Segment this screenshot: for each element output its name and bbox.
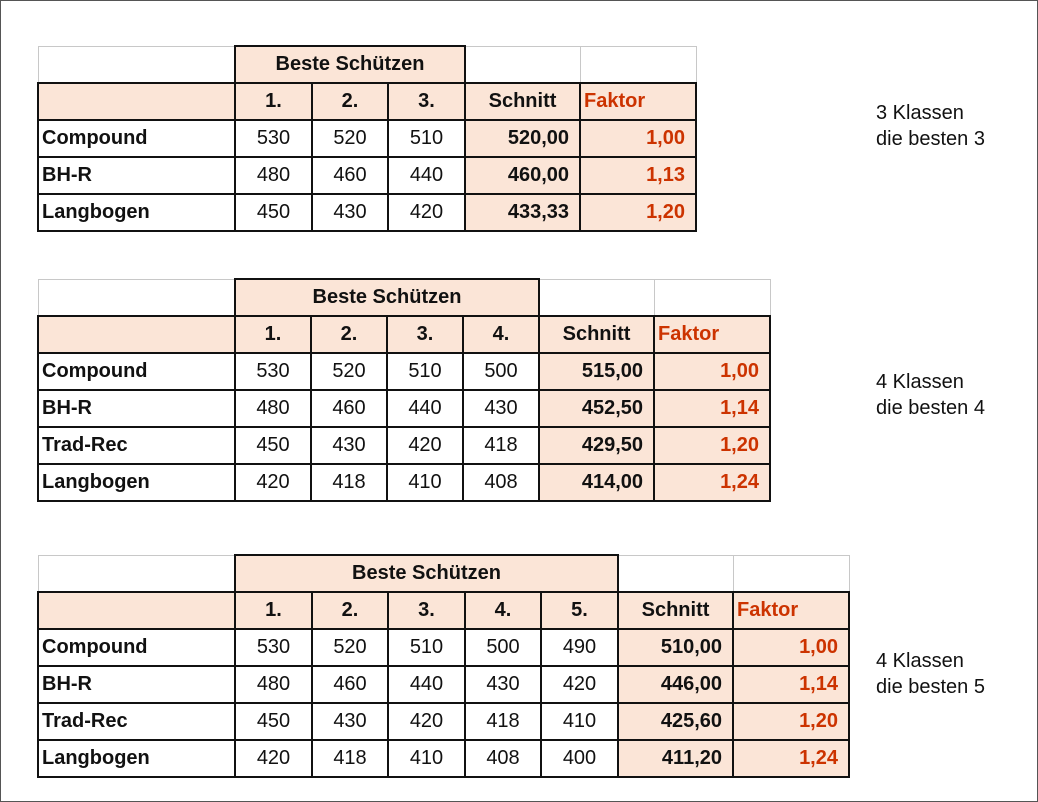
class-name: Langbogen — [38, 194, 235, 231]
score-cell: 420 — [387, 427, 463, 464]
score-cell: 450 — [235, 194, 312, 231]
rank-header: 5. — [541, 592, 618, 629]
score-cell: 420 — [388, 194, 465, 231]
faktor-cell: 1,13 — [580, 157, 696, 194]
score-cell: 420 — [388, 703, 465, 740]
score-cell: 500 — [463, 353, 539, 390]
schnitt-cell: 460,00 — [465, 157, 580, 194]
faktor-cell: 1,20 — [580, 194, 696, 231]
score-cell: 480 — [235, 157, 312, 194]
group-header-beste-schuetzen: Beste Schützen — [235, 46, 465, 83]
class-name: Langbogen — [38, 464, 235, 501]
score-cell: 400 — [541, 740, 618, 777]
score-cell: 460 — [312, 666, 388, 703]
score-cell: 530 — [235, 629, 312, 666]
schnitt-cell: 414,00 — [539, 464, 654, 501]
faktor-header: Faktor — [654, 316, 770, 353]
rank-header: 2. — [311, 316, 387, 353]
score-cell: 460 — [312, 157, 388, 194]
faktor-cell: 1,00 — [654, 353, 770, 390]
faktor-cell: 1,24 — [654, 464, 770, 501]
table-row — [38, 157, 696, 194]
schnitt-cell: 429,50 — [539, 427, 654, 464]
table-row — [38, 629, 849, 666]
table-row — [38, 703, 849, 740]
class-name: BH-R — [38, 666, 235, 703]
note-line: die besten 4 — [876, 397, 985, 419]
score-cell: 430 — [311, 427, 387, 464]
class-header-cell — [38, 592, 235, 629]
score-cell: 418 — [463, 427, 539, 464]
score-cell: 510 — [388, 120, 465, 157]
score-table-4-classes-best-4 — [37, 278, 771, 502]
score-cell: 440 — [387, 390, 463, 427]
schnitt-header: Schnitt — [539, 316, 654, 353]
rank-header: 2. — [312, 83, 388, 120]
score-cell: 420 — [235, 740, 312, 777]
faktor-header: Faktor — [733, 592, 849, 629]
faktor-cell: 1,00 — [580, 120, 696, 157]
score-cell: 418 — [311, 464, 387, 501]
blank-header-cell — [580, 46, 696, 83]
score-cell: 430 — [312, 194, 388, 231]
rank-header: 3. — [388, 83, 465, 120]
schnitt-cell: 520,00 — [465, 120, 580, 157]
class-name: Compound — [38, 629, 235, 666]
score-cell: 418 — [465, 703, 541, 740]
score-cell: 520 — [312, 629, 388, 666]
rank-header: 2. — [312, 592, 388, 629]
table-row — [38, 120, 696, 157]
score-cell: 450 — [235, 427, 311, 464]
blank-header-cell — [618, 555, 733, 592]
score-cell: 520 — [311, 353, 387, 390]
table-row — [38, 353, 770, 390]
schnitt-header: Schnitt — [465, 83, 580, 120]
note-line: 4 Klassen — [876, 371, 964, 393]
score-cell: 450 — [235, 703, 312, 740]
class-name: BH-R — [38, 390, 235, 427]
schnitt-header: Schnitt — [618, 592, 733, 629]
schnitt-cell: 510,00 — [618, 629, 733, 666]
rank-header: 3. — [387, 316, 463, 353]
corner-cell — [38, 555, 235, 592]
class-name: Compound — [38, 120, 235, 157]
note-line: 3 Klassen — [876, 102, 964, 124]
class-header-cell — [38, 83, 235, 120]
score-cell: 408 — [463, 464, 539, 501]
blank-header-cell — [733, 555, 849, 592]
score-cell: 480 — [235, 666, 312, 703]
table-row — [38, 194, 696, 231]
score-cell: 480 — [235, 390, 311, 427]
table-row — [38, 390, 770, 427]
schnitt-cell: 411,20 — [618, 740, 733, 777]
faktor-cell: 1,20 — [654, 427, 770, 464]
score-cell: 420 — [541, 666, 618, 703]
rank-header: 1. — [235, 83, 312, 120]
blank-header-cell — [465, 46, 580, 83]
rank-header: 1. — [235, 592, 312, 629]
note-4-classes-best-5 — [876, 648, 985, 700]
score-cell: 410 — [388, 740, 465, 777]
score-cell: 530 — [235, 120, 312, 157]
score-cell: 410 — [387, 464, 463, 501]
score-cell: 440 — [388, 157, 465, 194]
score-cell: 408 — [465, 740, 541, 777]
faktor-cell: 1,24 — [733, 740, 849, 777]
faktor-header: Faktor — [580, 83, 696, 120]
score-cell: 460 — [311, 390, 387, 427]
score-table-4-classes-best-5 — [37, 554, 850, 778]
score-cell: 510 — [387, 353, 463, 390]
score-cell: 530 — [235, 353, 311, 390]
faktor-cell: 1,14 — [733, 666, 849, 703]
rank-header: 1. — [235, 316, 311, 353]
score-cell: 500 — [465, 629, 541, 666]
class-name: BH-R — [38, 157, 235, 194]
table-row — [38, 740, 849, 777]
faktor-cell: 1,20 — [733, 703, 849, 740]
note-line: 4 Klassen — [876, 650, 964, 672]
score-cell: 418 — [312, 740, 388, 777]
faktor-cell: 1,14 — [654, 390, 770, 427]
note-line: die besten 3 — [876, 128, 985, 150]
faktor-cell: 1,00 — [733, 629, 849, 666]
rank-header: 3. — [388, 592, 465, 629]
table-row — [38, 464, 770, 501]
corner-cell — [38, 46, 235, 83]
schnitt-cell: 425,60 — [618, 703, 733, 740]
score-cell: 510 — [388, 629, 465, 666]
note-3-classes — [876, 100, 985, 152]
score-cell: 520 — [312, 120, 388, 157]
rank-header: 4. — [463, 316, 539, 353]
schnitt-cell: 446,00 — [618, 666, 733, 703]
class-name: Trad-Rec — [38, 703, 235, 740]
score-table-3-classes — [37, 45, 697, 232]
blank-header-cell — [539, 279, 654, 316]
corner-cell — [38, 279, 235, 316]
note-4-classes-best-4 — [876, 369, 985, 421]
class-name: Trad-Rec — [38, 427, 235, 464]
table-row — [38, 427, 770, 464]
schnitt-cell: 515,00 — [539, 353, 654, 390]
score-cell: 410 — [541, 703, 618, 740]
class-header-cell — [38, 316, 235, 353]
note-line: die besten 5 — [876, 676, 985, 698]
score-cell: 430 — [463, 390, 539, 427]
rank-header: 4. — [465, 592, 541, 629]
table-row — [38, 666, 849, 703]
schnitt-cell: 433,33 — [465, 194, 580, 231]
group-header-beste-schuetzen: Beste Schützen — [235, 279, 539, 316]
class-name: Langbogen — [38, 740, 235, 777]
score-cell: 440 — [388, 666, 465, 703]
schnitt-cell: 452,50 — [539, 390, 654, 427]
score-cell: 420 — [235, 464, 311, 501]
score-cell: 490 — [541, 629, 618, 666]
score-cell: 430 — [465, 666, 541, 703]
class-name: Compound — [38, 353, 235, 390]
score-cell: 430 — [312, 703, 388, 740]
group-header-beste-schuetzen: Beste Schützen — [235, 555, 618, 592]
blank-header-cell — [654, 279, 770, 316]
